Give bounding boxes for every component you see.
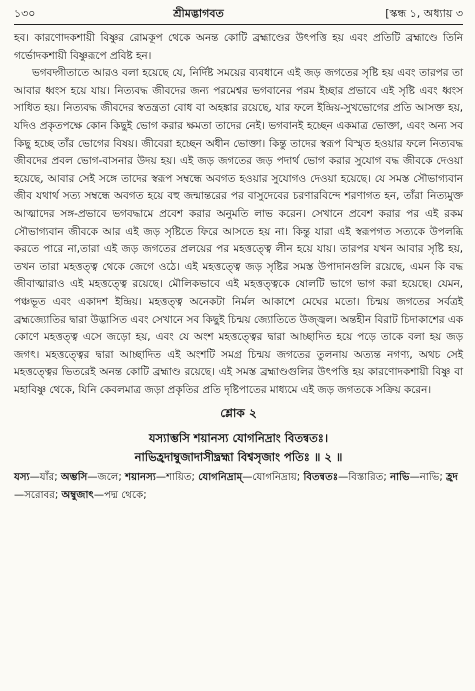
page-number: ১৩০: [14, 6, 36, 20]
gloss-word: অম্ভসি: [60, 472, 88, 484]
gloss-meaning: বিস্তারিত: [348, 472, 384, 484]
gloss-word: হ্রদ: [446, 472, 458, 484]
gloss-meaning: শায়িত: [166, 472, 192, 484]
paragraph: হব। কারণোদকশায়ী বিষ্ণুর রোমকূপ থেকে অনন্ত কোটি ব্রহ্মাণ্ডের উৎপত্তি হয় এবং প্রতিটি ব্রহ্মাণ্ডে তিনি গর্ভোদকশায়ী বিষ্ণুরূপে প্রবিষ্ট হন।: [14, 32, 463, 62]
gloss-meaning: পদ্ম থেকে: [104, 490, 144, 502]
gloss-meaning: নাভি: [419, 472, 440, 484]
verse-line-1: যস্যাম্ভসি শয়ানস্য যোগনিদ্রাং বিতন্বতঃ।: [148, 431, 329, 446]
gloss-word: যোগনিদ্রাম্: [198, 472, 243, 484]
verse-line-2: নাভিহ্রদাম্বুজাদাসীদ্ব্রহ্মা বিশ্বসৃজাং পতিঃ ॥ ২ ॥: [134, 450, 343, 465]
paragraph: ভগবদ্গীতাতে আরও বলা হয়েছে যে, নির্দিষ্ট সময়ের ব্যবধানে এই জড় জগতের সৃষ্টি হয় এবং তারপর তা আবার ধ্বংস হয়ে যায়। নিত্যবদ্ধ জীবদের জন্য পরমেশ্বর ভগবানের পরম ইচ্ছার প্রভাবে এই সৃষ্টি এবং ধ্বংস সাধিত হয়। নিত্যবদ্ধ জীবদের স্বতন্ত্রতা বোধ বা অহঙ্কার রয়েছে, যার ফলে ইন্দ্রিয়-সুখভোগের প্রতি আসক্ত হয়, যদিও প্রকৃতপক্ষে কোন কিছুই ভোগ করার ক্ষমতা তাদের নেই। ভগবানই হচ্ছেন একমাত্র ভোক্তা, এবং অন্য সব কিছু হচ্ছে তাঁর ভোগের বিষয়। জীবেরা হচ্ছেন অধীন ভোক্তা। কিন্তু তাদের স্বরূপ বিস্মৃত হওয়ার ফলে নিত্যবদ্ধ জীবদের প্রবল ভোগ-বাসনার উদয় হয়। এই জড় জগতের জড় পদার্থ ভোগ করার সুযোগ বদ্ধ জীবকে দেওয়া হয়েছে, আবার সেই সঙ্গে তাদের স্বরূপ সম্বন্ধে অবগত হওয়ার সুযোগও দেওয়া হয়েছে। যে সমস্ত সৌভাগ্যবান জীব যথার্থ সত্য সম্বন্ধে অবগত হয়ে বহু জন্মান্তরের পর বাসুদেবের চরণারবিন্দে শরণাগত হন, তাঁরা নিত্যমুক্ত আত্মাদের সঙ্গ-প্রভাবে ভগবদ্ধামে প্রবেশ করার অনুমতি লাভ করেন। সেখানে প্রবেশ করার পর এই রকম সৌভাগ্যবান জীবকে আর এই জড় সৃষ্টিতে ফিরে আসতে হয় না। কিন্তু যারা এই স্বরূপগত সত্যকে উপলব্ধি করতে পারে না,তারা এই জড় জগতের প্রলয়ের পর মহত্তত্ত্বে লীন হয়ে যায়। তারপর যখন আবার সৃষ্টি হয়, তখন তারা মহত্তত্ত্ব থেকে জেগে ওঠে। এই মহত্তত্ত্বে জড় সৃষ্টির সমস্ত উপাদানগুলি রয়েছে, এমন কি বদ্ধ জীবাত্মারাও এই মহত্তত্ত্বে রয়েছে। মৌলিকভাবে এই মহত্তত্ত্বকে ষোলটি ভাগে ভাগ করা হয়েছে। যেমন, পঞ্চভূত এবং একাদশ ইন্দ্রিয়। মহত্তত্ত্ব অনেকটা নির্মল আকাশে মেঘের মতো। চিন্ময় জগতের সর্বত্রই ব্রহ্মজ্যোতির দ্বারা উদ্ভাসিত এবং সেখানে সব কিছুই চিন্ময় জ্যোতিতে উজ্জ্বল। অন্তহীন বিরাট চিদাকাশের এক কোণে মহত্তত্ত্ব এসে জড়ো হয়, এবং যে অংশ মহত্তত্ত্বের দ্বারা আচ্ছাদিত হয়ে পড়ে তাকে বলা হয় জড় জগৎ। মহত্তত্ত্বের দ্বারা আচ্ছাদিত এই অংশটি সমগ্র চিন্ময় জগতের তুলনায় অত্যন্ত নগণ্য, অথচ সেই মহত্তত্ত্বের ভিতরেই অনন্ত কোটি ব্রহ্মাণ্ড রয়েছে। এই সমস্ত ব্রহ্মাণ্ডগুলির উৎপত্তি হয় কারণোদকশায়ী বিষ্ণু বা মহাবিষ্ণু থেকে, যিনি কেবলমাত্র জড়া প্রকৃতির প্রতি দৃষ্টিপাতের মাধ্যমে এই জড় জগতকে সক্রিয় করেন।: [14, 67, 463, 396]
gloss-word: নাভি: [390, 472, 410, 484]
header-rule: [14, 24, 463, 25]
gloss-meaning: জলে: [97, 472, 119, 484]
gloss-word: শয়ানস্য: [125, 472, 156, 484]
verse-heading: শ্লোক ২: [220, 406, 257, 421]
book-title: শ্রীমদ্ভাগবত: [173, 6, 224, 20]
gloss-meaning: যোগনিদ্রায়: [252, 472, 297, 484]
page-header: [14, 6, 463, 22]
chapter-reference: [স্কন্ধ ১, অধ্যায় ৩: [385, 6, 463, 20]
word-for-word-gloss: যস্য—যাঁর; অম্ভসি—জলে; শয়ানস্য—শায়িত; যোগনিদ্রাম্—যোগনিদ্রায়; বিতন্বতঃ—বিস্তারিত; নাভি—নাভি; হ্রদ—সরোবর; অম্বুজাৎ—পদ্ম থেকে;: [14, 472, 458, 502]
gloss-word: অম্বুজাৎ: [61, 490, 94, 502]
gloss-word: বিতন্বতঃ: [303, 472, 339, 484]
gloss-meaning: সরোবর: [24, 490, 55, 502]
gloss-word: যস্য: [14, 472, 30, 484]
gloss-meaning: যাঁর: [39, 472, 55, 484]
purport-text: [14, 30, 463, 399]
